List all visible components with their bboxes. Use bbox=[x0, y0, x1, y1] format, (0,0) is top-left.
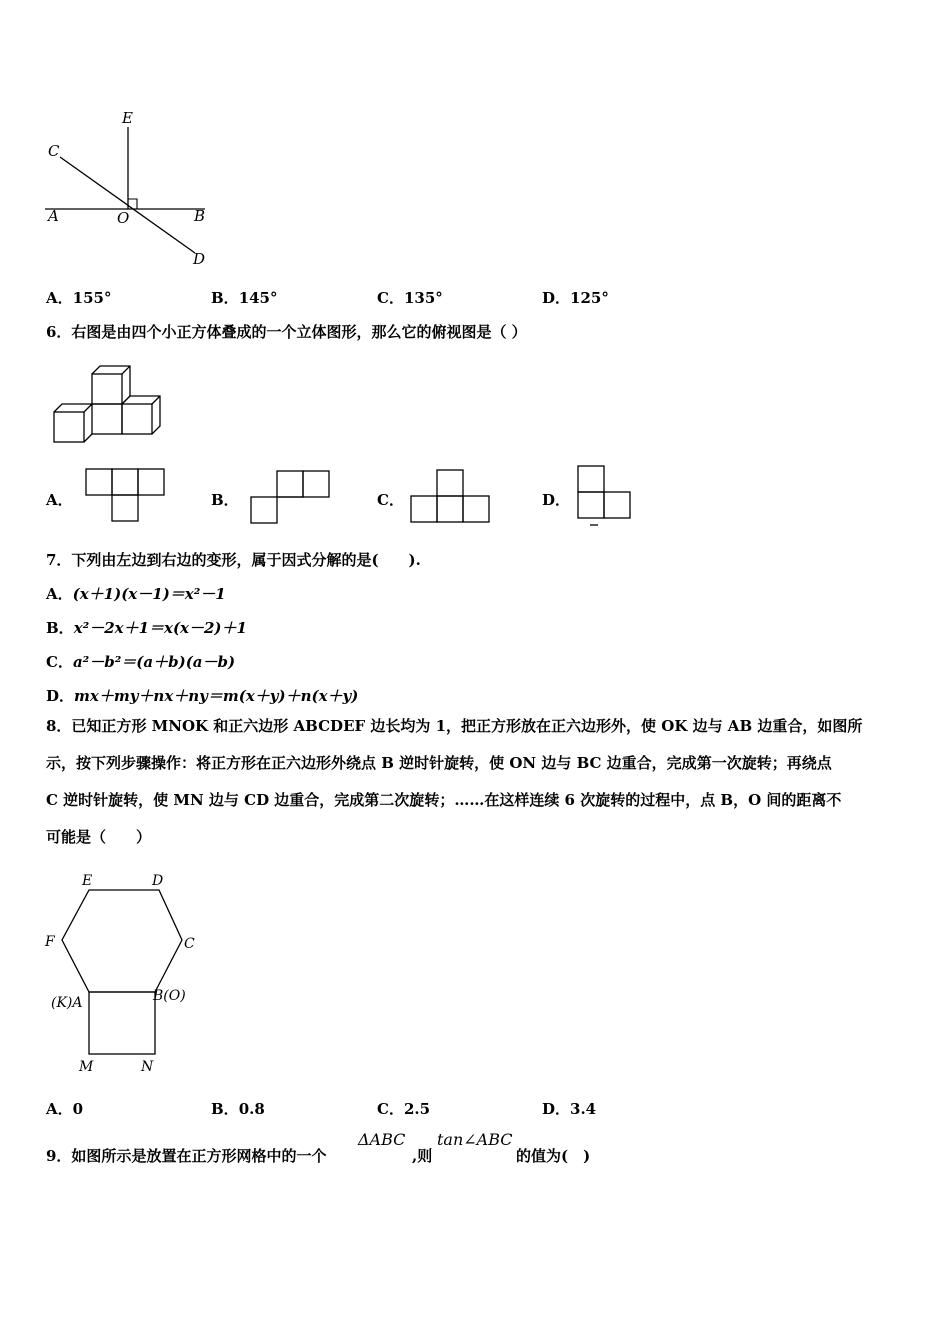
label-E: E bbox=[122, 109, 133, 127]
label-A: A bbox=[48, 207, 59, 225]
q6-option-a-label[interactable]: A． bbox=[46, 491, 73, 509]
q9-stem-suffix: 的值为( ) bbox=[516, 1147, 591, 1165]
label-O: O bbox=[117, 209, 130, 227]
hex-label-D: D bbox=[152, 873, 164, 889]
q6-option-b-label[interactable]: B． bbox=[211, 491, 239, 509]
q7-option-d[interactable]: D．mx＋my＋nx＋ny＝m(x＋y)＋n(x＋y) bbox=[46, 687, 359, 705]
q6-stem: 6．右图是由四个小正方体叠成的一个立体图形，那么它的俯视图是（ ） bbox=[46, 323, 527, 341]
hex-label-M: M bbox=[79, 1059, 94, 1075]
q6-option-c-figure[interactable] bbox=[409, 468, 495, 526]
label-B: B bbox=[194, 207, 206, 225]
q6-option-d-label[interactable]: D． bbox=[542, 491, 571, 509]
q9-math-tan: tan∠ABC bbox=[437, 1130, 513, 1149]
label-D: D bbox=[193, 250, 206, 268]
q6-option-b-figure[interactable] bbox=[249, 470, 333, 526]
q8-option-d[interactable]: D．3.4 bbox=[542, 1100, 597, 1118]
q8-option-a[interactable]: A．0 bbox=[46, 1100, 84, 1118]
q8-option-b[interactable]: B．0.8 bbox=[211, 1100, 265, 1118]
q9-math-triangle: ΔABC bbox=[358, 1130, 406, 1149]
q5-option-b[interactable]: B．145° bbox=[211, 289, 278, 307]
hex-label-E: E bbox=[82, 873, 93, 889]
q6-option-d-figure[interactable] bbox=[576, 464, 636, 530]
q5-option-a[interactable]: A．155° bbox=[46, 289, 112, 307]
q6-cubes-figure bbox=[48, 362, 173, 450]
q8-stem-line-3: C 逆时针旋转，使 MN 边与 CD 边重合，完成第二次旋转；……在这样连续 6 次旋转的过程中，点 B，O 间的距离不 bbox=[46, 791, 842, 809]
hex-label-N: N bbox=[141, 1059, 154, 1075]
q9-stem-prefix: 9．如图所示是放置在正方形网格中的一个 bbox=[46, 1147, 327, 1165]
q6-option-c-label[interactable]: C． bbox=[377, 491, 404, 509]
q8-stem bbox=[46, 708, 916, 856]
q7-option-b[interactable]: B．x²－2x＋1＝x(x－2)＋1 bbox=[46, 619, 247, 637]
q8-option-c[interactable]: C．2.5 bbox=[377, 1100, 431, 1118]
hex-label-KA: (K)A bbox=[51, 995, 83, 1011]
q5-option-d[interactable]: D．125° bbox=[542, 289, 609, 307]
q9-stem-middle: ,则 bbox=[412, 1147, 433, 1165]
hex-label-C: C bbox=[184, 936, 195, 952]
q5-option-c[interactable]: C．135° bbox=[377, 289, 443, 307]
q7-stem: 7．下列由左边到右边的变形，属于因式分解的是( ). bbox=[46, 551, 421, 569]
q7-option-a[interactable]: A．(x＋1)(x－1)＝x²－1 bbox=[46, 585, 226, 603]
hex-label-F: F bbox=[45, 934, 55, 950]
label-C: C bbox=[48, 142, 60, 160]
q8-stem-line-4: 可能是（ ） bbox=[46, 828, 152, 846]
q5-angle-figure bbox=[40, 105, 220, 270]
q8-stem-line-1: 8．已知正方形 MNOK 和正六边形 ABCDEF 边长均为 1，把正方形放在正六边形外，使 OK 边与 AB 边重合，如图所 bbox=[46, 717, 863, 735]
q8-hexagon-square-figure bbox=[40, 868, 210, 1078]
hex-label-BO: B(O) bbox=[153, 988, 186, 1004]
q7-option-c[interactable]: C．a²－b²＝(a＋b)(a－b) bbox=[46, 653, 236, 671]
q6-option-a-figure[interactable] bbox=[85, 468, 167, 524]
q8-stem-line-2: 示，按下列步骤操作：将正方形在正六边形外绕点 B 逆时针旋转，使 ON 边与 BC 边重合，完成第一次旋转；再绕点 bbox=[46, 754, 832, 772]
